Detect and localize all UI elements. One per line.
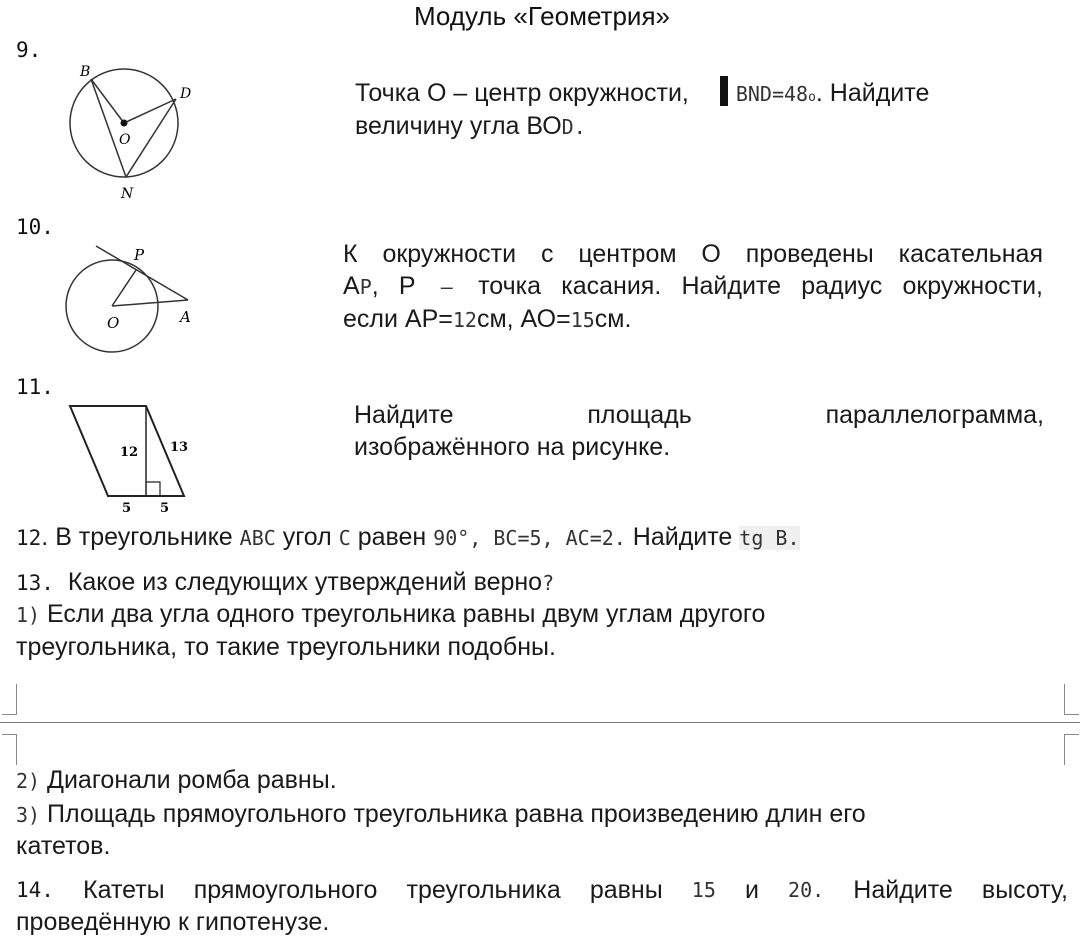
problem-10-number: 10. — [16, 215, 54, 239]
p12-t4: C — [338, 526, 351, 550]
problem-9-line-2 — [355, 110, 586, 143]
p12-t5: равен — [350, 523, 434, 551]
p13-opt2: Диагонали ромба равны. — [40, 766, 337, 794]
problem-11-number: 11. — [16, 375, 54, 399]
problem-14-number: 14. — [16, 878, 54, 902]
p13-opt1-num: 1) — [16, 603, 41, 627]
p9-degree: o — [808, 90, 816, 105]
label-side: 13 — [170, 440, 189, 455]
p12-t1: . В треугольнике — [41, 523, 240, 551]
p14-w1: Катеты — [83, 876, 165, 904]
p9-text: Точка О – центр окружности, — [355, 79, 689, 107]
p13-question: Какое из следующих утверждений верно — [67, 568, 543, 596]
angle-symbol — [720, 76, 728, 106]
p10-e: точка касания. Найдите радиус окружности, — [478, 272, 1043, 300]
problem-14-line-1 — [16, 874, 1068, 906]
p13-opt2-num: 2) — [16, 769, 41, 793]
p10-g: 12 — [452, 308, 477, 332]
problem-13-question — [16, 566, 554, 599]
label-base-2: 5 — [160, 501, 170, 516]
problem-11-line-2: изображённого на рисунке. — [354, 433, 671, 461]
problem-13-option-2 — [16, 764, 337, 797]
problem-9-line-1 — [355, 76, 1035, 114]
p13-opt1-line1: Если два угла одного треугольника равны двум углам другого — [40, 600, 766, 628]
p12-t8: tg B. — [739, 526, 800, 550]
p11-word-1: Найдите — [354, 401, 454, 429]
label-B: B — [80, 64, 91, 80]
page-title: Модуль «Геометрия» — [413, 1, 670, 31]
problem-9-figure — [60, 58, 210, 204]
problem-13-option-1-cont: треугольника, то такие треугольники подобны. — [16, 633, 556, 661]
p14-w5: и — [744, 876, 759, 904]
label-O: O — [119, 132, 131, 148]
p9-text-2b: D. — [561, 115, 586, 139]
page-corner-bottom-right — [1064, 684, 1079, 715]
problem-13-option-3-cont: катетов. — [16, 832, 111, 860]
p10-d: – — [415, 275, 479, 299]
page-corner-top-left — [2, 734, 17, 765]
problem-11-figure — [60, 398, 210, 518]
p10-b: P — [359, 275, 372, 299]
problem-10-line-1: К окружности с центром О проведены касательная — [343, 240, 1043, 268]
page-break-line — [0, 722, 1080, 723]
problem-11-line-1 — [354, 399, 1044, 431]
label-N: N — [121, 186, 134, 202]
p14-w3: треугольника — [406, 876, 561, 904]
label-O: O — [107, 314, 120, 332]
problem-12 — [16, 521, 800, 554]
p13-qmark: ? — [542, 571, 555, 595]
label-D: D — [180, 86, 192, 102]
p10-h: см, АО= — [476, 305, 571, 333]
problem-10-figure — [60, 240, 210, 360]
p9-find: . Найдите — [815, 79, 930, 107]
label-P: P — [134, 246, 145, 264]
page-corner-bottom-left — [2, 684, 17, 715]
p13-opt3-line1: Площадь прямоугольного треугольника равна произведению длин его — [40, 800, 866, 828]
p12-t3: угол — [275, 523, 339, 551]
problem-10-line-2 — [343, 270, 1043, 303]
p12-t6: 90°, BC=5, AC=2. — [433, 526, 626, 550]
p10-c: , Р — [371, 272, 416, 300]
page-corner-top-right — [1064, 734, 1079, 765]
problem-13-option-1 — [16, 598, 765, 631]
p10-j: см. — [594, 305, 632, 333]
p9-angle: BND=48 — [735, 82, 809, 106]
p12-t7: Найдите — [625, 523, 740, 551]
problem-12-number: 12 — [16, 526, 42, 550]
p10-a: А — [343, 272, 360, 300]
label-base-1: 5 — [122, 501, 132, 516]
p11-word-3: параллелограмма, — [825, 401, 1044, 429]
p14-w2: прямоугольного — [193, 876, 378, 904]
p9-text-2: величину угла ВО — [355, 112, 562, 140]
p10-i: 15 — [570, 308, 595, 332]
p12-t2: ABC — [239, 526, 276, 550]
p14-w7: высоту, — [981, 876, 1068, 904]
problem-10-line-3 — [343, 303, 631, 336]
p14-n2: 20. — [788, 878, 825, 902]
p14-w4: равны — [589, 876, 663, 904]
label-height: 12 — [120, 445, 139, 460]
problem-14-line-2: проведённую к гипотенузе. — [16, 908, 330, 936]
problem-13-number: 13. — [16, 571, 54, 595]
p14-n1: 15 — [691, 878, 716, 902]
problem-9-number: 9. — [16, 38, 42, 62]
p13-opt3-num: 3) — [16, 803, 41, 827]
p11-word-2: площадь — [587, 401, 692, 429]
label-A: A — [180, 308, 191, 326]
problem-13-option-3 — [16, 798, 866, 831]
p10-f: если АР= — [343, 305, 453, 333]
p14-w6: Найдите — [853, 876, 953, 904]
